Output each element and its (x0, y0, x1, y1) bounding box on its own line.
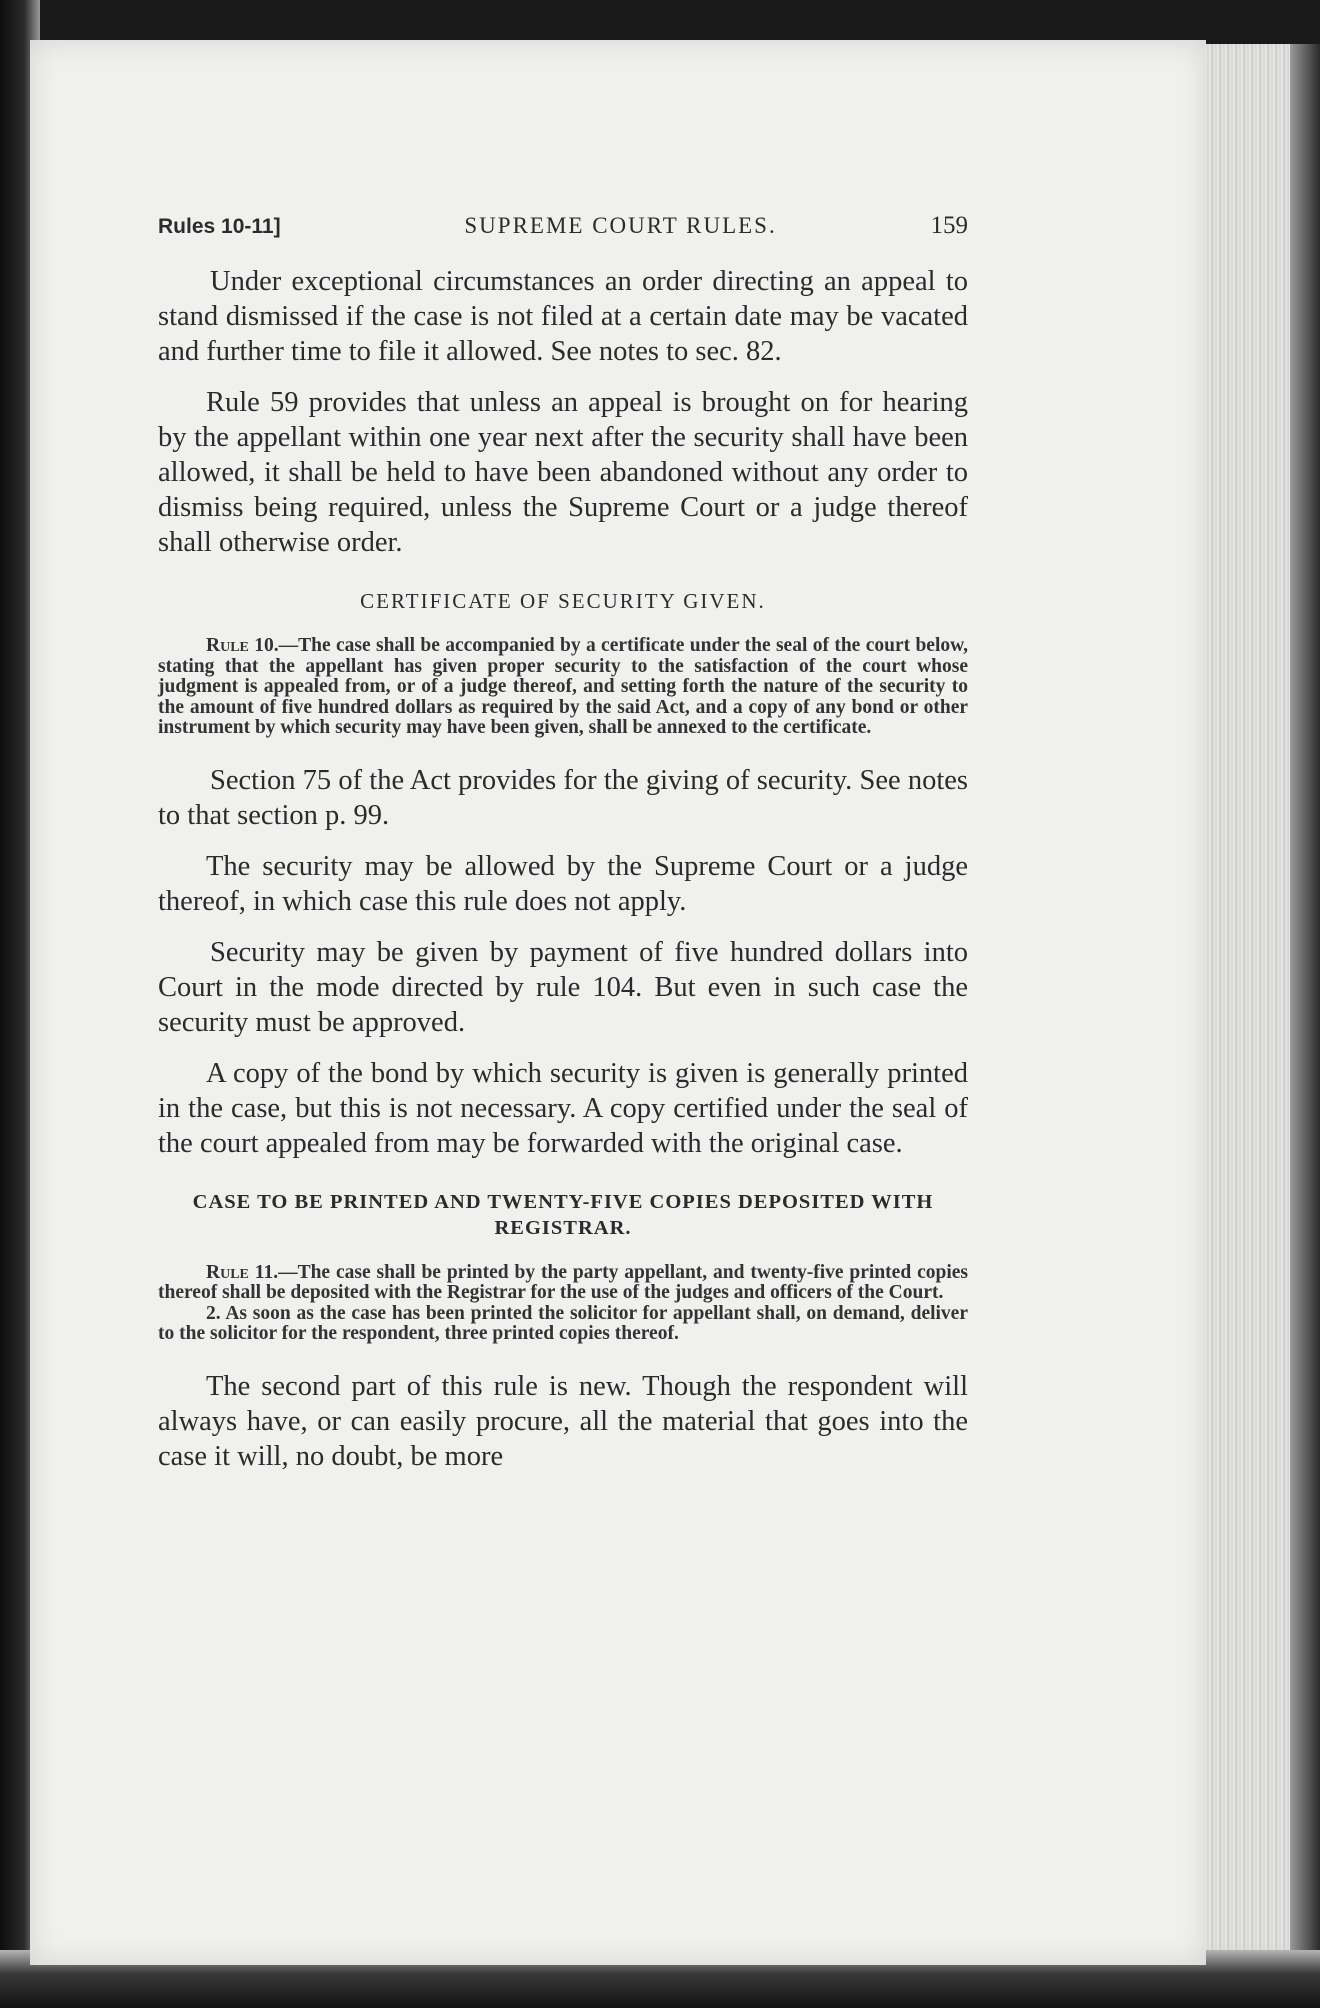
rule-11-subsection-2: 2. As soon as the case has been printed the solicitor for appellant shall, on demand, deliver to the solicitor for the respondent, three printed copies thereof. (158, 1302, 968, 1344)
rule-10-text (158, 636, 968, 739)
rule-10-body: 10.—The case shall be accompanied by a certificate under the seal of the court below, stating that the appellant has given proper security to the satisfaction of the court whose judgment is appealed from, or of a judge thereof, and setting forth the nature of the security to the amount of five hundred dollars as required by the said Act, and a copy of any bond or other instrument by which security may have been given, shall be annexed to the certificate. (158, 635, 968, 738)
page-number: 159 (930, 212, 968, 239)
rule-11-block (158, 1263, 968, 1345)
paragraph-exceptional-circumstances: Under exceptional circumstances an order directing an appeal to stand dismissed if the case is not filed at a certain date may be vacated and further time to file it allowed. See notes to sec. 82. (158, 266, 968, 367)
paragraph-rule-59: Rule 59 provides that unless an appeal is brought on for hearing by the appellant within one year next after the security shall have been allowed, it shall be held to have been abandoned without any order to dismiss being required, unless the Supreme Court or a judge thereof shall otherwise order. (158, 387, 968, 558)
rule-10-label: Rule (206, 635, 249, 656)
rule-11-text (158, 1263, 968, 1304)
rule-11-label: Rule (206, 1261, 249, 1283)
page-text-block (158, 212, 968, 1490)
running-header (158, 212, 968, 252)
header-title: SUPREME COURT RULES. (464, 213, 777, 238)
paragraph-security-allowed: The security may be allowed by the Supreme Court or a judge thereof, in which case this rule does not apply. (158, 850, 968, 917)
page-fore-edge-shadow (1290, 44, 1320, 1964)
paragraph-payment-security: Security may be given by payment of five hundred dollars into Court in the mode directed by rule 104. But even in such case the security must be approved. (158, 936, 968, 1038)
page-fore-edge (1206, 44, 1290, 1964)
paragraph-section-75: Section 75 of the Act provides for the giving of security. See notes to that section p. 99. (158, 764, 968, 831)
rule-11-body: 11.—The case shall be printed by the party appellant, and twenty-five printed copies thereof shall be deposited with the Registrar for the use of the judges and officers of the Court. (158, 1261, 968, 1303)
section-title-case-printed: CASE TO BE PRINTED AND TWENTY-FIVE COPIES DEPOSITED WITH REGISTRAR. (192, 1190, 934, 1239)
paragraph-copy-of-bond: A copy of the bond by which security is given is generally printed in the case, but this is not necessary. A copy certified under the seal of the court appealed from may be forwarded with the original case. (158, 1057, 968, 1159)
section-title-certificate: CERTIFICATE OF SECURITY GIVEN. (360, 589, 766, 613)
paragraph-second-part: The second part of this rule is new. Though the respondent will always have, or can easily procure, all the material that goes into the case it will, no doubt, be more (158, 1370, 968, 1472)
header-rule-range: Rules 10-11] (158, 215, 281, 238)
rule-10-block (158, 636, 968, 739)
